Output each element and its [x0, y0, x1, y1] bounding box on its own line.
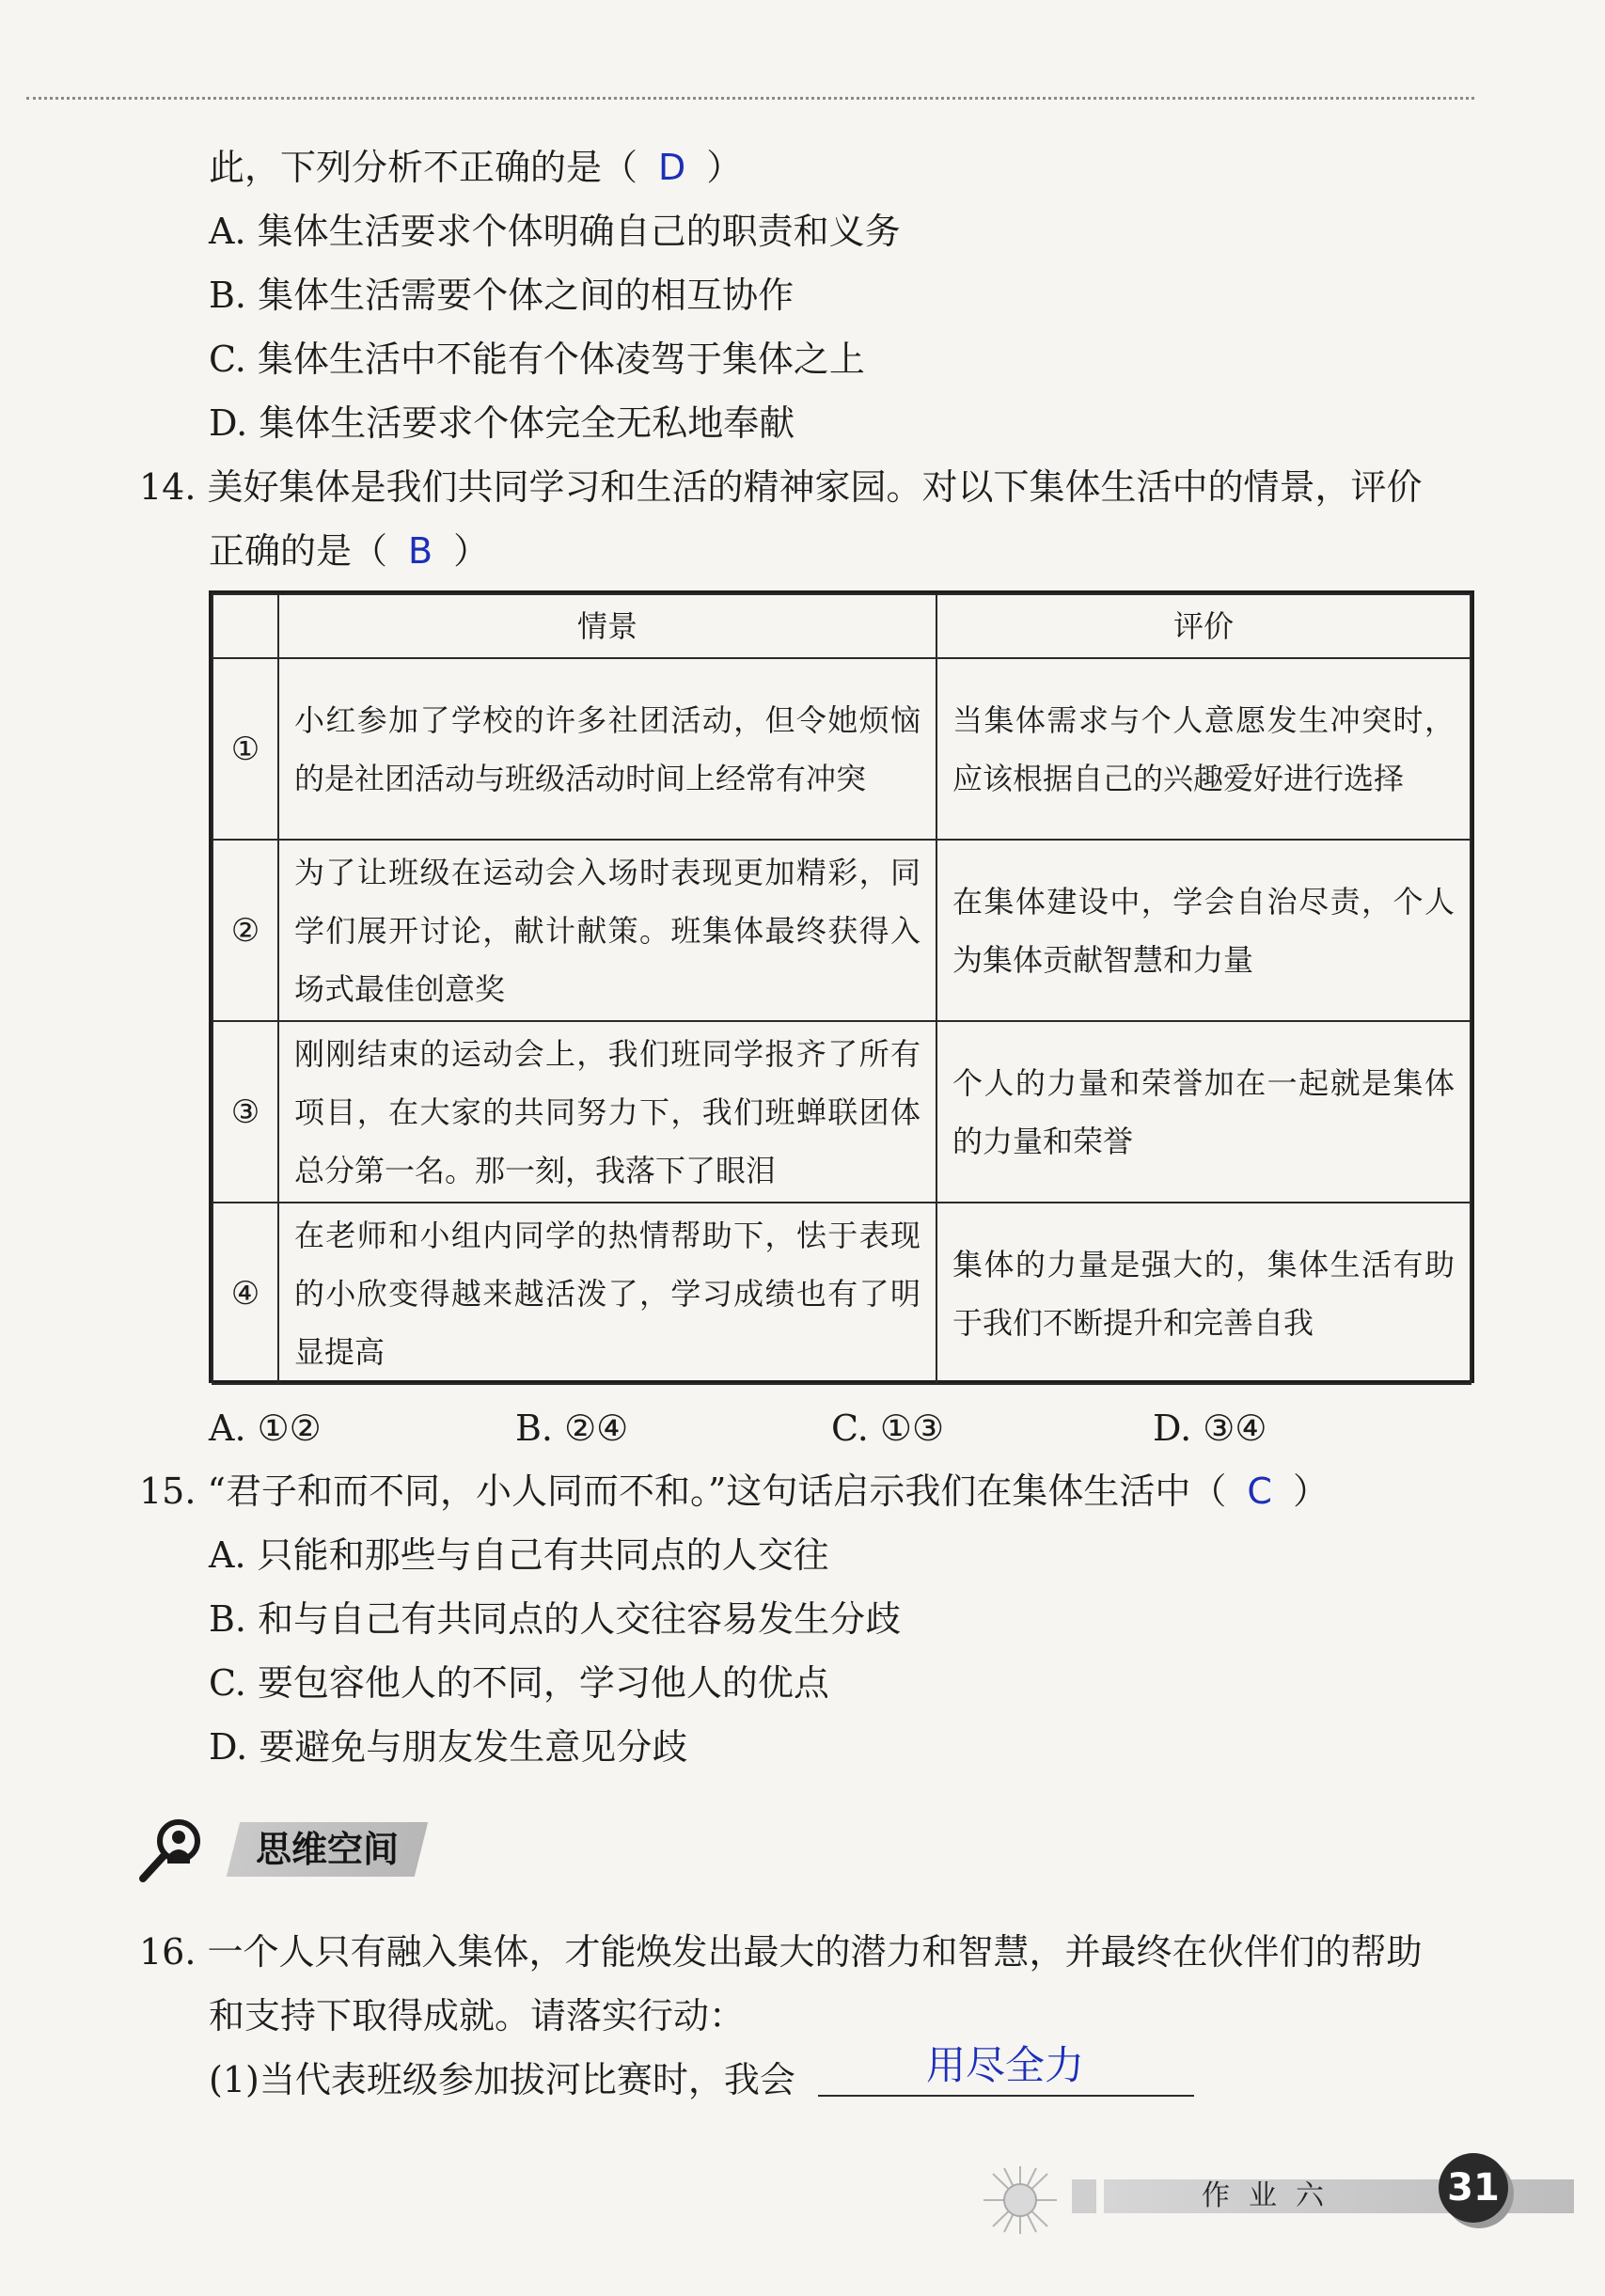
q13-stem-end: [209, 145, 742, 190]
section-title: 思维空间: [256, 1829, 400, 1870]
q16-answer-blank: [818, 2095, 1194, 2097]
row-scene: 在老师和小组内同学的热情帮助下，怯于表现的小欣变得越来越活泼了，学习成绩也有了明显提高: [278, 1203, 936, 1384]
footer-label: 作业六: [1202, 2179, 1343, 2212]
q15-option-d: D. 要避免与朋友发生意见分歧: [209, 1726, 688, 1768]
footer-bar-small: [1072, 2179, 1096, 2213]
q13-stem-text: 此，下列分析不正确的是（: [209, 147, 638, 188]
q16-sub1-answer: 用尽全力: [926, 2042, 1085, 2088]
q13-option-d: D. 集体生活要求个体完全无私地奉献: [209, 402, 795, 444]
q15-answer: C: [1247, 1470, 1272, 1512]
row-index: ③: [212, 1021, 278, 1203]
q13-option-b: B. 集体生活需要个体之间的相互协作: [209, 275, 795, 316]
row-scene: 小红参加了学校的许多社团活动，但令她烦恼的是社团活动与班级活动时间上经常有冲突: [278, 658, 936, 840]
row-index: ②: [212, 840, 278, 1021]
q13-answer: D: [658, 147, 686, 188]
sun-burst-icon: [978, 2162, 1062, 2238]
q14-answer: B: [408, 530, 433, 572]
q14-stem-text: 美好集体是我们共同学习和生活的精神家园。对以下集体生活中的情景，评价: [207, 466, 1423, 508]
q14-option-a: A. ①②: [209, 1407, 322, 1449]
row-eval: 集体的力量是强大的，集体生活有助于我们不断提升和完善自我: [936, 1203, 1471, 1384]
q16-stem-text: 一个人只有融入集体，才能焕发出最大的潜力和智慧，并最终在伙伴们的帮助: [207, 1931, 1423, 1973]
q13-option-c: C. 集体生活中不能有个体凌驾于集体之上: [209, 338, 865, 380]
q16-stem-line2: 和支持下取得成就。请落实行动：: [209, 1995, 746, 2037]
q14-stem-line2: [209, 528, 489, 574]
q16-stem-line1: [139, 1929, 1423, 1974]
row-scene: 刚刚结束的运动会上，我们班同学报齐了所有项目，在大家的共同努力下，我们班蝉联团体总分第一名。那一刻，我落下了眼泪: [278, 1021, 936, 1203]
q16-sub1: (1)当代表班级参加拔河比赛时，我会: [209, 2059, 795, 2100]
q14-option-b: B. ②④: [515, 1407, 629, 1449]
q14-close: ）: [453, 530, 490, 572]
table-header-row: [212, 594, 1471, 658]
q13-option-a: A. 集体生活要求个体明确自己的职责和义务: [209, 211, 901, 252]
row-eval: 当集体需求与个人意愿发生冲突时，应该根据自己的兴趣爱好进行选择: [936, 658, 1471, 840]
q16-number: 16.: [139, 1931, 197, 1973]
table-row: [212, 658, 1471, 840]
q14-table: [209, 590, 1474, 1383]
q15-option-c: C. 要包容他人的不同，学习他人的优点: [209, 1662, 829, 1704]
q15-option-a: A. 只能和那些与自己有共同点的人交往: [209, 1534, 829, 1576]
table-row: [212, 1203, 1471, 1384]
table-header-scene: 情景: [278, 594, 936, 658]
row-index: ①: [212, 658, 278, 840]
table-row: [212, 840, 1471, 1021]
table-row: [212, 1021, 1471, 1203]
q14-stem-text2: 正确的是（: [209, 530, 388, 572]
magnifier-person-icon: [137, 1815, 212, 1890]
q15-stem: [139, 1469, 1329, 1514]
q15-option-b: B. 和与自己有共同点的人交往容易发生分歧: [209, 1598, 902, 1640]
top-dotted-rule: [26, 97, 1474, 100]
q15-stem-text: “君子和而不同，小人同而不和。”这句话启示我们在集体生活中（: [207, 1470, 1227, 1512]
table-header-eval: 评价: [936, 594, 1471, 658]
q14-option-d: D. ③④: [1153, 1407, 1267, 1449]
row-eval: 在集体建设中，学会自治尽责，个人为集体贡献智慧和力量: [936, 840, 1471, 1021]
q15-close: ）: [1292, 1470, 1329, 1512]
row-eval: 个人的力量和荣誉加在一起就是集体的力量和荣誉: [936, 1021, 1471, 1203]
q15-number: 15.: [139, 1470, 197, 1512]
q14-number: 14.: [139, 466, 197, 508]
q14-option-c: C. ①③: [831, 1407, 945, 1449]
row-index: ④: [212, 1203, 278, 1384]
page-number: 31: [1439, 2153, 1508, 2223]
q13-close: ）: [706, 147, 743, 188]
q14-stem-line1: [139, 464, 1423, 510]
row-scene: 为了让班级在运动会入场时表现更加精彩，同学们展开讨论，献计献策。班集体最终获得入场式最佳创意奖: [278, 840, 936, 1021]
table-header-idx: [212, 594, 278, 658]
